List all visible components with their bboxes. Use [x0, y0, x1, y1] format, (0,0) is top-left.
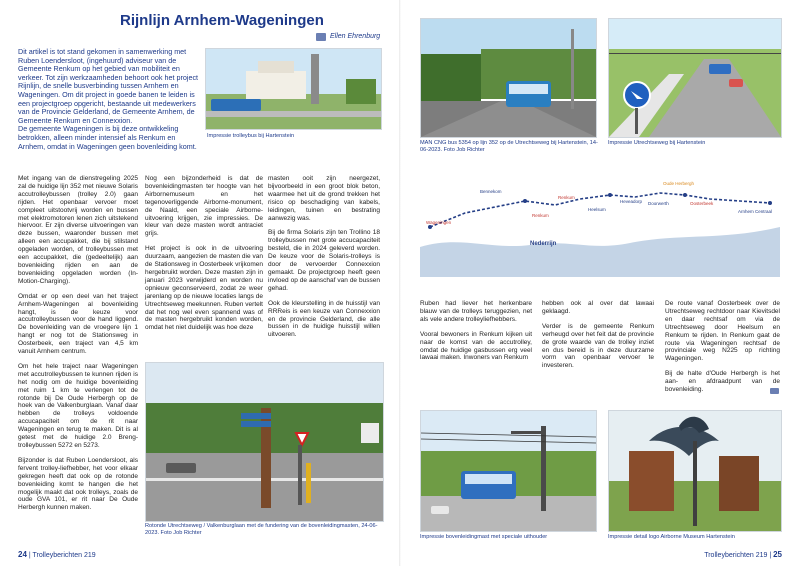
footer-separator: |	[28, 552, 33, 559]
body-column-1	[18, 175, 138, 519]
photo-roundabout	[145, 362, 384, 522]
right-page	[400, 0, 800, 566]
route-stop	[683, 193, 687, 197]
photo-utrechtseweg-impression	[608, 18, 782, 138]
page-number: 25	[773, 550, 782, 559]
man-cng-bus-image	[421, 19, 596, 137]
route-stop	[608, 193, 612, 197]
body-paragraph: Bijzonder is dat Ruben Loendersloot, als fervent trolley-liefhebber, het voor elkaar gekregen heeft dat ook op de rotonde bovenleiding komt te hangen die het mogelijk maakt dat ook trolleys, zoals de oude GVA 101, er rit naar De Oude Herbergh kunnen maken.	[18, 456, 138, 512]
page-number: 24	[18, 550, 27, 559]
photo-man-cng-bus-caption: MAN CNG bus 5354 op lijn 352 op de Utrechtseweg bij Hartenstein, 14-06-2023. Foto Job Richter	[420, 140, 598, 153]
body-paragraph: Omdat er op een deel van het traject Arnhem-Wageningen al bovenleiding hangt, is de keuze voor accutrolleybussen voor de hand liggend. De bovenleiding van de vroegere lijn 1 hangt er nog tot de Stationsweg in Oosterbeek, een traject van 4,5 km vanuit Arnhem centrum.	[18, 292, 138, 356]
map-label-place: Oude Herbergh	[663, 181, 695, 186]
route-stop	[523, 199, 527, 203]
logo-impression-image	[609, 411, 781, 531]
route-stop	[768, 201, 772, 205]
photo-roundabout-caption: Rotonde Utrechtseweg / Valkenburglaan met de fundering van de bovenleidingmasten, 24-06-2023. Foto Job Richter	[145, 523, 378, 536]
body-column-2	[145, 175, 263, 339]
intro-paragraph: Dit artikel is tot stand gekomen in samenwerking met Ruben Loendersloot, (ingehuurd) adviseur van de Gemeente Renkum op het gebied van mobiliteit en verkeer. Tot zijn werkzaamheden behoort ook het project Rijnlijn, de snelle busverbinding tussen Arnhem en Wageningen. Om dit project in goede banen te leiden is een projectgroep opgericht, bestaande uit medewerkers van de Provincie Gelderland, de Gemeente Arnhem, de Gemeente Renkum en Connexxion.	[18, 47, 199, 125]
body-paragraph: hebben ook al over dat lawaai geklaagd.	[542, 300, 654, 315]
body-paragraph: masten ooit zijn neergezet, bijvoorbeeld in een groot blok beton, waarmee het uit de grond trekken het risico op beschadiging van kabels, leidingen, tuinen en bestrating aanwezig was.	[268, 175, 380, 222]
author-icon	[316, 33, 326, 41]
photo-trolleybus-caption: Impressie trolleybus bij Hartenstein	[207, 133, 295, 139]
body-paragraph: Bij de halte d'Oude Herbergh is het aan- en afdraadpunt van de bovenleiding.	[665, 370, 780, 394]
map-label-place: Renkum	[532, 213, 549, 218]
end-of-article-icon	[770, 388, 779, 394]
body-paragraph: De route vanaf Oosterbeek over de Utrechtseweg rechtdoor naar Kievitsdel en daar rechtsaf om via de Utrechtseweg door Heelsum en Renkum te rijden. In Renkum gaat de route via Wageningen rechtsaf de provinciale weg N225 op richting Wageningen.	[665, 300, 780, 363]
magazine-name: Trolleyberichten 219	[704, 552, 768, 559]
trolleybus-hartenstein-image	[206, 49, 381, 129]
utrechtseweg-impression-image	[609, 19, 781, 137]
body-paragraph: Ook de kleurstelling in de huisstijl van RRReis is een keuze van Connexxion en de provincie Gelderland, die alle bussen in de huidige huisstijl willen uitvoeren.	[268, 299, 380, 339]
body-paragraph: Bij de firma Solaris zijn ten Trollino 18 trolleybussen met grote accucapaciteit besteld, die in 2024 geleverd worden. De keuze voor de Solaris-trolleys is door de vervoerder Connexxion gemaakt. De projectgroep heeft geen invloed op de aanschaf van de bussen gehad.	[268, 229, 380, 292]
map-label-place: Arnhem Centraal	[738, 209, 773, 214]
mast-impression-image	[421, 411, 596, 531]
right-column-2	[542, 300, 654, 377]
body-paragraph: Het project is ook in de uitvoering duurzaam, aangezien de masten die van de Stationsweg in Oosterbeek vrijkomen hergebruikt worden. Deze masten zijn in januari 2023 verwijderd en worden nu opnieuw geconserveerd, zodat ze weer jarenlang op de nieuwe locaties langs de Utrechtseweg meekunnen. Ruben vertelt dat het nog wel even spannend was of de masten hergebruikt konden worden, omdat het niet duidelijk was hoe deze	[145, 245, 263, 332]
article-title: Rijnlijn Arnhem-Wageningen	[120, 12, 324, 29]
map-label-place: Renkum	[558, 195, 575, 200]
route-map	[420, 155, 780, 277]
map-label-place: Wageningen	[426, 220, 452, 225]
map-label-place: Oosterbeek	[690, 201, 714, 206]
article-author: Ellen Ehrenburg	[330, 33, 381, 40]
photo-utrechtseweg-caption: Impressie Utrechtseweg bij Hartenstein	[608, 140, 706, 146]
photo-mast-caption: Impressie bovenleidingmast met speciale uithouder	[420, 534, 548, 540]
magazine-name: Trolleyberichten 219	[32, 552, 96, 559]
right-footer	[704, 550, 782, 559]
map-label-place: Heveadorp	[620, 199, 643, 204]
right-column-3	[665, 300, 780, 401]
map-label-river: Nederrijn	[530, 241, 557, 247]
body-paragraph: Ruben had liever het herkenbare blauw van de trolleys teruggezien, net als vele andere trolleyliefhebbers.	[420, 300, 532, 323]
map-label-place: Bennekom	[480, 189, 502, 194]
photo-mast-impression	[420, 410, 597, 532]
photo-trolleybus-hartenstein	[205, 48, 382, 130]
roundabout-image	[146, 363, 383, 521]
body-paragraph: Om het hele traject naar Wageningen met accutrolleybussen te kunnen rijden is het nodig om de huidige bovenleiding met ruim 1 km te verlengen tot de rotonde bij De Oude Herbergh op de hoek van de Valkenburglaan. Vanaf daar hebben de trolleys voldoende accucapaciteit om de rit naar Wageningen en terug te maken. Dit is al getest met de huidige 2.0 Breng-trolleybussen 5272 en 5273.	[18, 362, 138, 449]
footer-separator: |	[769, 552, 774, 559]
body-paragraph: Met ingang van de dienstregeling 2025 zal de huidige lijn 352 met nieuwe Solaris accutrolleybussen (trolley 2.0) gaan rijden. Het openbaar vervoer moet compleet uitstootvrij worden en bussen met elektromotoren lenen zich uitstekend hiervoor. Er zijn diverse uitvoeringen van deze bussen, waaronder bussen met alleen een accupakket, die bij stilstand opgeladen worden, of trolleybussen met een accupakket, die (gedeeltelijk) aan bovenleiding rijden en aan de bovenleiding opgeladen worden (In-Motion-Charging).	[18, 175, 138, 285]
body-paragraph: Nog een bijzonderheid is dat de bovenleidingmasten ter hoogte van het Airbornemuseum en het tegenoverliggende Airborne-monument, de Naald, een speciale Airborne-uitvoering krijgen, zie impressies. De kleur van deze masten wordt antraciet grijs.	[145, 175, 263, 238]
right-column-1	[420, 300, 532, 369]
map-label-place: Doorwerth	[648, 201, 669, 206]
body-paragraph: Vooral bewoners in Renkum kijken uit naar de komst van de accutrolley, omdat de huidige gasbussen erg veel lawaai maken. Inwoners van Renkum	[420, 330, 532, 362]
left-footer	[18, 550, 96, 559]
route-map-svg	[420, 155, 780, 277]
route-stop	[428, 225, 432, 229]
map-label-place: Heelsum	[588, 207, 606, 212]
intro-text	[18, 48, 200, 151]
photo-logo-impression	[608, 410, 782, 532]
intro-paragraph: De gemeente Wageningen is bij deze ontwikkeling betrokken, alleen minder intensief als Renkum en Arnhem, omdat in Wageningen geen bovenleiding komt.	[18, 124, 197, 151]
body-paragraph: Verder is de gemeente Renkum verheugd over het feit dat de provincie de grote waarde van de trolley inziet en dus bereid is in deze duurzame vorm van openbaar vervoer te investeren.	[542, 322, 654, 370]
body-column-3	[268, 175, 380, 346]
photo-man-cng-bus	[420, 18, 597, 138]
photo-logo-caption: Impressie detail logo Airborne Museum Hartenstein	[608, 534, 735, 540]
